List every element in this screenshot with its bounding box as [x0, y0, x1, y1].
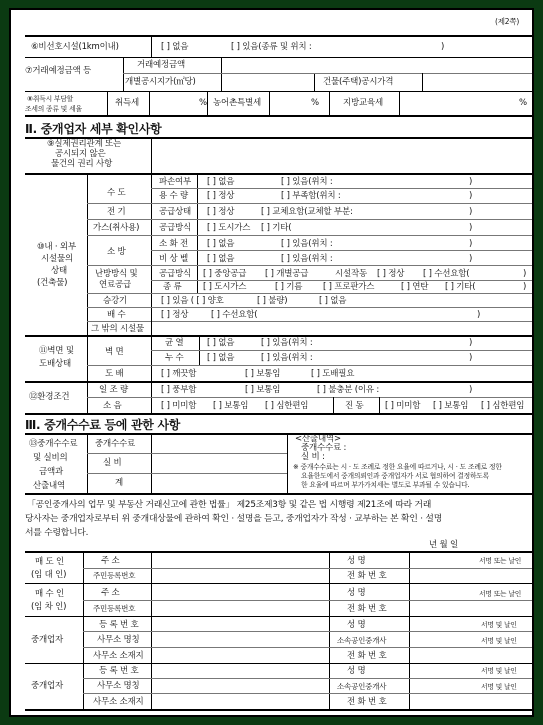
buyer-name: 성 명	[347, 588, 366, 598]
total-label: 계	[115, 478, 124, 488]
section-3-title: Ⅲ. 중개수수료 등에 관한 사항	[25, 418, 181, 432]
close-paren: )	[469, 254, 473, 264]
rule	[197, 173, 198, 293]
rule	[83, 600, 532, 601]
rule	[87, 321, 532, 322]
cost-label: 실 비	[103, 458, 122, 468]
heat-repair: [ ] 수선요함(	[423, 269, 470, 279]
r13-label-3: 금액과	[39, 467, 64, 477]
r7-building-price: 건물(주택)공시가격	[323, 77, 394, 87]
rule	[25, 709, 532, 711]
buyer-phone: 전 화 번 호	[347, 604, 387, 614]
agent-1-broker-sign: 서명 및 날인	[481, 637, 517, 645]
elevator-bad: [ ] 불량)	[257, 296, 288, 306]
rule	[83, 693, 532, 694]
r8-rural-tax: 농어촌특별세	[213, 98, 262, 108]
calc-note-3: 한 요율에 따르며 부가가치세는 별도로 부과될 수 있습니다.	[301, 481, 470, 489]
rule	[83, 551, 84, 709]
wall-leak-none: [ ] 없음	[207, 353, 235, 363]
rule	[207, 91, 208, 115]
rule	[379, 397, 380, 413]
rule	[151, 551, 152, 709]
gas-other: [ ] 기타(	[261, 223, 292, 233]
rule	[151, 280, 532, 281]
rule	[151, 335, 152, 381]
rule	[87, 433, 88, 493]
close-paren: )	[469, 338, 473, 348]
r7-label: ⑦거래예정금액 등	[25, 66, 91, 76]
elec-replace: [ ] 교체요함(교체할 부분:	[261, 207, 353, 217]
wall-leak: 누 수	[165, 353, 184, 363]
agent-2-broker-sign: 서명 및 날인	[481, 683, 517, 691]
r6-close: )	[441, 42, 445, 52]
vib-normal: [ ] 보통임	[433, 401, 469, 411]
agent-2-regno: 등 록 번 호	[99, 666, 139, 676]
elevator-yes: [ ] 있음 ( [ ] 양호	[161, 296, 224, 306]
water-label: 수 도	[107, 188, 126, 198]
date-line: 년 월 일	[429, 540, 459, 550]
agent-2-broker: 소속공인중개사	[337, 682, 387, 691]
elec-ok: [ ] 정상	[207, 207, 235, 217]
agent-2-office-loc: 사무소 소재지	[93, 697, 144, 707]
buyer-label-2: (임 차 인)	[31, 602, 67, 612]
buyer-resid: 주민등록번호	[93, 604, 136, 613]
heat-oil: [ ] 기름	[275, 282, 303, 292]
r6-label: ⑥비선호시설(1km이내)	[31, 42, 119, 52]
rule	[287, 433, 288, 493]
noise-minor: [ ] 미미함	[161, 401, 197, 411]
rule	[151, 35, 152, 57]
statement-line-2: 당사자는 중개업자로부터 위 중개대상물에 관하여 확인 · 설명을 듣고, 중개업자가 작성 · 교부하는 본 확인 · 설명	[25, 514, 443, 524]
rule	[409, 551, 410, 709]
rule	[87, 235, 532, 236]
r13-label-2: 및 실비의	[33, 453, 68, 463]
heat-other: [ ] 기타(	[445, 282, 476, 292]
seller-resid: 주민등록번호	[93, 571, 136, 580]
r8-label-1: ⑧취득시 부담할	[27, 95, 74, 103]
other-facilities-label: 그 밖의 시설물	[91, 324, 145, 334]
rule	[25, 663, 532, 664]
noise-severe: [ ] 심한편임	[265, 401, 309, 411]
close-paren: )	[469, 385, 473, 395]
fire-bell: 비 상 벨	[159, 254, 189, 264]
r8-edu-tax: 지방교육세	[343, 98, 384, 108]
buyer-address: 주 소	[101, 588, 120, 598]
r13-label-1: ⑬중개수수료	[29, 439, 78, 449]
fire-bell-none: [ ] 없음	[207, 254, 235, 264]
wall-crack-yes: [ ] 있음(위치 :	[261, 338, 313, 348]
r7-expected-price: 거래예정금액	[137, 60, 186, 70]
rule	[25, 583, 532, 584]
rule	[151, 433, 152, 493]
vib-severe: [ ] 심한편임	[481, 401, 525, 411]
r8-pct-3: %	[519, 98, 527, 108]
rule	[25, 616, 532, 617]
rule	[25, 493, 532, 495]
heat-operation: 시설작동	[335, 269, 368, 279]
gas-label: 가스(취사용)	[93, 223, 140, 233]
water-volume-ok: [ ] 정상	[207, 191, 235, 201]
close-paren: )	[523, 282, 527, 292]
close-paren: )	[469, 353, 473, 363]
r10-label-4: (건축물)	[37, 278, 68, 288]
water-damage-yes: [ ] 있음(위치 :	[281, 177, 333, 187]
agent-1-regno: 등 록 번 호	[99, 620, 139, 630]
rule	[25, 173, 532, 175]
rule	[25, 433, 532, 435]
rule	[87, 219, 532, 220]
heat-briquette: [ ] 연탄	[401, 282, 429, 292]
rule	[25, 35, 532, 37]
sun-normal: [ ] 보통임	[245, 385, 281, 395]
r8-acq-tax: 취득세	[115, 98, 140, 108]
r13-label-4: 산출내역	[33, 481, 66, 491]
wall-crack: 균 열	[165, 338, 184, 348]
vibration-label: 진 동	[345, 401, 364, 411]
close-paren: )	[469, 177, 473, 187]
r8-pct-1: %	[199, 98, 207, 108]
r9-label-1: ⑨실제권리관계 또는	[47, 139, 122, 149]
agent-2-sign: 서명 및 날인	[481, 667, 517, 675]
rule	[83, 631, 532, 632]
rule	[333, 397, 334, 413]
rule	[151, 350, 532, 351]
elevator-label: 승강기	[103, 296, 128, 306]
rule	[329, 551, 330, 709]
heat-ok: [ ] 정상	[377, 269, 405, 279]
heat-individual: [ ] 개별공급	[265, 269, 309, 279]
close-paren: )	[469, 239, 473, 249]
statement-line-1: 「공인중개사의 업무 및 부동산 거래신고에 관한 법률」 제25조제3항 및 같은 법 시행령 제21조에 따라 거래	[27, 500, 432, 510]
sun-insufficient: [ ] 불충분 (이유 :	[317, 385, 380, 395]
rule	[25, 115, 532, 117]
elec-label: 전 기	[107, 207, 126, 217]
wall-label: 벽 면	[105, 347, 124, 357]
rule	[87, 453, 287, 454]
drain-label: 배 수	[107, 310, 126, 320]
r10-label-3: 상태	[51, 266, 68, 276]
wall-crack-none: [ ] 없음	[207, 338, 235, 348]
wallpaper-normal: [ ] 보통임	[245, 369, 281, 379]
wallpaper-label: 도 배	[105, 369, 124, 379]
rule	[329, 91, 330, 115]
r10-label-1: ⑩내 · 외부	[37, 242, 76, 252]
agent-2-name: 성 명	[347, 666, 366, 676]
r10-label-2: 시설물의	[41, 254, 74, 264]
rule	[25, 91, 532, 92]
rule	[221, 73, 532, 74]
rule	[87, 265, 532, 266]
page-number: (제2쪽)	[495, 17, 520, 26]
seller-address: 주 소	[101, 556, 120, 566]
sunlight-label: 일 조 량	[99, 385, 129, 395]
gas-supply: 공급방식	[159, 223, 192, 233]
rule	[87, 473, 287, 474]
elevator-none: [ ] 없음	[319, 296, 347, 306]
agent-1-office: 사무소 명칭	[97, 635, 140, 645]
r9-label-3: 물건의 권리 사항	[51, 159, 113, 169]
drain-ok: [ ] 정상	[161, 310, 189, 320]
heat-propane: [ ] 프로판가스	[323, 282, 375, 292]
close-paren: )	[469, 191, 473, 201]
heat-city-gas: [ ] 도시가스	[203, 282, 247, 292]
rule	[151, 173, 152, 321]
buyer-label: 매 수 인	[35, 589, 65, 599]
rule	[25, 335, 532, 337]
agent-2-office: 사무소 명칭	[97, 681, 140, 691]
sun-plenty: [ ] 풍부함	[161, 385, 197, 395]
calc-cost: 실 비 :	[301, 452, 325, 462]
rule	[151, 137, 152, 173]
rule	[314, 73, 315, 91]
r12-label: ⑫환경조건	[29, 392, 70, 402]
vib-minor: [ ] 미미함	[385, 401, 421, 411]
rule	[87, 203, 532, 204]
close-paren: )	[469, 223, 473, 233]
wall-leak-yes: [ ] 있음(위치 :	[261, 353, 313, 363]
rule	[123, 73, 221, 74]
seller-label-2: (임 대 인)	[31, 570, 67, 580]
water-damage-none: [ ] 없음	[207, 177, 235, 187]
heat-type: 종 류	[163, 282, 182, 292]
wallpaper-need: [ ] 도배필요	[311, 369, 355, 379]
agent-1-broker: 소속공인중개사	[337, 636, 387, 645]
seller-phone: 전 화 번 호	[347, 571, 387, 581]
close-paren: )	[469, 207, 473, 217]
rule	[87, 307, 532, 308]
rule	[151, 250, 532, 251]
rule	[83, 568, 532, 569]
rule	[87, 293, 532, 294]
buyer-sign: 서명 또는 날인	[479, 590, 522, 598]
gas-city: [ ] 도시가스	[207, 223, 251, 233]
rule	[123, 57, 124, 91]
r6-opt-none: [ ] 없음	[161, 42, 189, 52]
noise-normal: [ ] 보통임	[213, 401, 249, 411]
rule	[151, 188, 532, 189]
rule	[399, 91, 400, 115]
rule	[87, 335, 88, 381]
water-volume-low: [ ] 부족함(위치 :	[281, 191, 341, 201]
heat-central: [ ] 중앙공급	[203, 269, 247, 279]
section-2-title: Ⅱ. 중개업자 세부 확인사항	[25, 122, 162, 136]
seller-label: 매 도 인	[35, 557, 65, 567]
rule	[269, 91, 270, 115]
r8-pct-2: %	[311, 98, 319, 108]
agent-1-label: 중개업자	[31, 635, 64, 645]
fire-hydrant: 소 화 전	[159, 239, 189, 249]
fire-label: 소 방	[107, 247, 126, 257]
agent-1-office-loc: 사무소 소재지	[93, 651, 144, 661]
elec-supply: 공급상태	[159, 207, 192, 217]
calc-note-2: 요율한도에서 중개의뢰인과 중개업자가 서로 협의하여 결정하도록	[301, 472, 490, 480]
rule	[151, 321, 152, 335]
rule	[25, 551, 532, 553]
r11-label-1: ⑪벽면 및	[39, 346, 74, 356]
confirmation-form-page	[9, 8, 534, 717]
agent-2-phone: 전 화 번 호	[347, 697, 387, 707]
heat-label-1: 난방방식 및	[95, 269, 138, 279]
rule	[422, 73, 423, 91]
rule	[25, 413, 532, 415]
close-paren: )	[477, 310, 481, 320]
rule	[87, 365, 532, 366]
fire-bell-yes: [ ] 있음(위치 :	[281, 254, 333, 264]
rule	[25, 57, 532, 58]
wallpaper-clean: [ ] 깨끗함	[161, 369, 197, 379]
r9-label-2: 공시되지 않은	[55, 149, 106, 159]
statement-line-3: 서를 수령합니다.	[25, 528, 89, 538]
r11-label-2: 도배상태	[39, 359, 72, 369]
calc-note-1: ※ 중개수수료는 시 · 도 조례로 정한 요율에 따르거나, 시 · 도 조례로 정한	[293, 463, 502, 471]
rule	[107, 91, 108, 115]
r8-label-2: 조세의 종류 및 세율	[25, 105, 82, 113]
rule	[25, 381, 532, 383]
seller-sign: 서명 또는 날인	[479, 557, 522, 565]
rule	[83, 647, 532, 648]
agent-1-phone: 전 화 번 호	[347, 651, 387, 661]
fire-hydrant-yes: [ ] 있음(위치 :	[281, 239, 333, 249]
seller-name: 성 명	[347, 556, 366, 566]
heat-supply: 공급방식	[159, 269, 192, 279]
rule	[149, 91, 150, 115]
fire-hydrant-none: [ ] 없음	[207, 239, 235, 249]
close-paren: )	[523, 269, 527, 279]
rule	[83, 678, 532, 679]
rule	[221, 57, 222, 91]
noise-label: 소 음	[103, 401, 122, 411]
calc-title: <산출내역>	[295, 434, 341, 444]
water-damage: 파손여부	[159, 177, 192, 187]
agent-1-name: 성 명	[347, 620, 366, 630]
r7-land-price: 개별공시지가(㎡당)	[125, 77, 196, 87]
fee-label: 중개수수료	[95, 439, 136, 449]
rule	[87, 173, 88, 335]
agent-1-sign: 서명 및 날인	[481, 621, 517, 629]
rule	[87, 397, 532, 398]
heat-label-2: 연료공급	[99, 280, 132, 290]
water-volume: 용 수 량	[159, 191, 189, 201]
calc-fee: 중개수수료 :	[301, 443, 347, 453]
agent-2-label: 중개업자	[31, 681, 64, 691]
drain-repair: [ ] 수선요함(	[211, 310, 258, 320]
r6-opt-exist: [ ] 있음(종류 및 위치 :	[231, 42, 312, 52]
